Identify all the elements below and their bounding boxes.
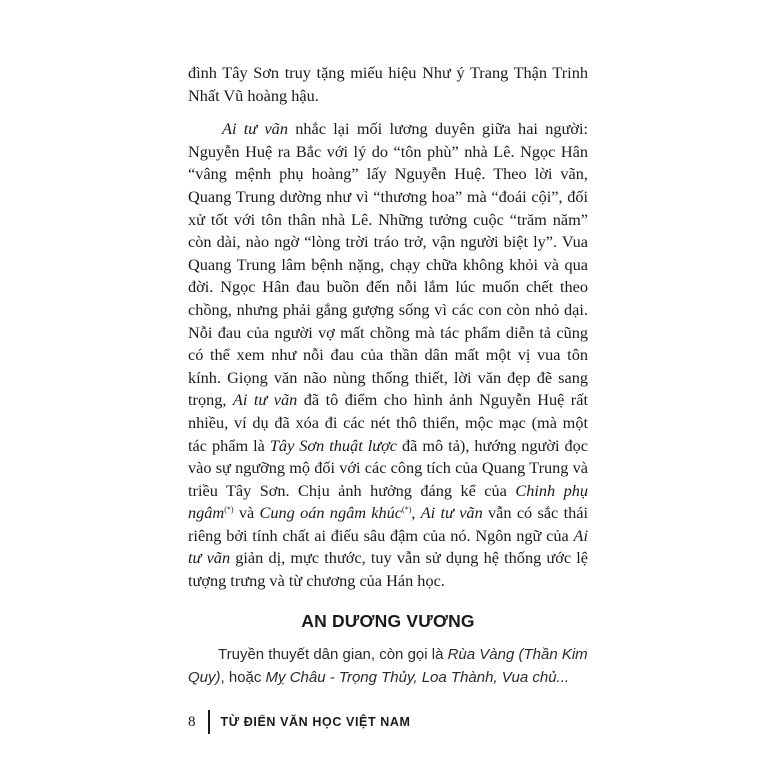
work-title: Chinh phụ ngâm — [188, 480, 588, 523]
paragraph-text: đã tô điểm cho hình ảnh Nguyễn Huệ rất nhiều, ví dụ đã xóa đi các nét thô thiển, mộc mạc (mà một tác phẩm là — [188, 390, 588, 455]
footnote-marker: (*) — [402, 505, 412, 515]
paragraph-text: , — [411, 503, 421, 523]
paragraph-text: đình Tây Sơn truy tặng miếu hiệu Như ý Trang Thận Trinh Nhất Vũ hoàng hậu. — [188, 63, 588, 105]
work-title: Cung oán ngâm khúc — [259, 503, 403, 523]
footer-divider — [208, 710, 210, 734]
entry-alt-name: Mỵ Châu - Trọng Thủy, Loa Thành, Vua chủ... — [265, 668, 570, 686]
work-title: Tây Sơn thuật lược — [269, 435, 398, 455]
entry-heading: AN DƯƠNG VƯƠNG — [301, 611, 475, 631]
footnote-marker: (*) — [224, 505, 234, 515]
page-number: 8 — [188, 713, 196, 730]
entry-alt-name: Rùa Vàng (Thần Kim Quy) — [188, 646, 588, 686]
paragraph-text: đã mô tả), hướng người đọc vào sự ngưỡng mộ đối với các công tích của Quang Trung và triều Tây Sơn. Chịu ảnh hưởng đáng kể của — [188, 435, 588, 500]
paragraph-text: vẫn có sắc thái riêng bởi tính chất ai điếu sâu đậm của nó. Ngôn ngữ của — [188, 503, 589, 545]
paragraph-ai-tu-van — [188, 118, 588, 592]
paragraph-text: giản dị, mực thước, tuy vẫn sử dụng hệ thống ước lệ tượng trưng và từ chương của Hán học. — [188, 548, 588, 591]
paragraph-continuation — [188, 62, 588, 107]
main-text — [188, 62, 588, 593]
running-title: TỪ ĐIỂN VĂN HỌC VIỆT NAM — [220, 715, 411, 729]
work-title: Ai tư vãn — [420, 503, 483, 523]
entry-text — [188, 644, 588, 689]
entry-text-segment: Truyền thuyết dân gian, còn gọi là — [218, 646, 448, 663]
work-title: Ai tư vãn — [232, 390, 298, 410]
page-footer — [188, 708, 411, 736]
paragraph-text: và — [233, 503, 260, 523]
paragraph-text: nhắc lại mối lương duyên giữa hai người: Nguyễn Huệ ra Bắc với lý do “tôn phù” nhà Lê. Ngọc Hân “vâng mệnh phụ hoàng” lấy Nguyễn Huệ. Theo lời vãn, Quang Trung dường như vì “thương hoa” mà “đoái cội”, đối xử tốt với tôn thân nhà Lê. Những tưởng cuộc “trăm năm” còn dài, nào ngờ “lòng trời tráo trở, vận người biệt ly”. Vua Quang Trung lâm bệnh nặng, chạy chữa không khỏi và qua đời. Ngọc Hân đau buồn đến nỗi lắm lúc muốn chết theo chồng, nhưng phải gắng gượng sống vì các con còn nhỏ dại. Nỗi đau của người vợ mất chồng mà tác phẩm diễn tả cũng có thể xem như nỗi đau của thần dân mất một vị vua tôn kính. Giọng văn não nùng thống thiết, lời văn đẹp đẽ sang trọng, — [188, 119, 588, 410]
work-title: Ai tư vãn — [188, 525, 588, 568]
work-title: Ai tư vãn — [222, 119, 288, 139]
entry-text-segment: , hoặc — [220, 668, 266, 686]
